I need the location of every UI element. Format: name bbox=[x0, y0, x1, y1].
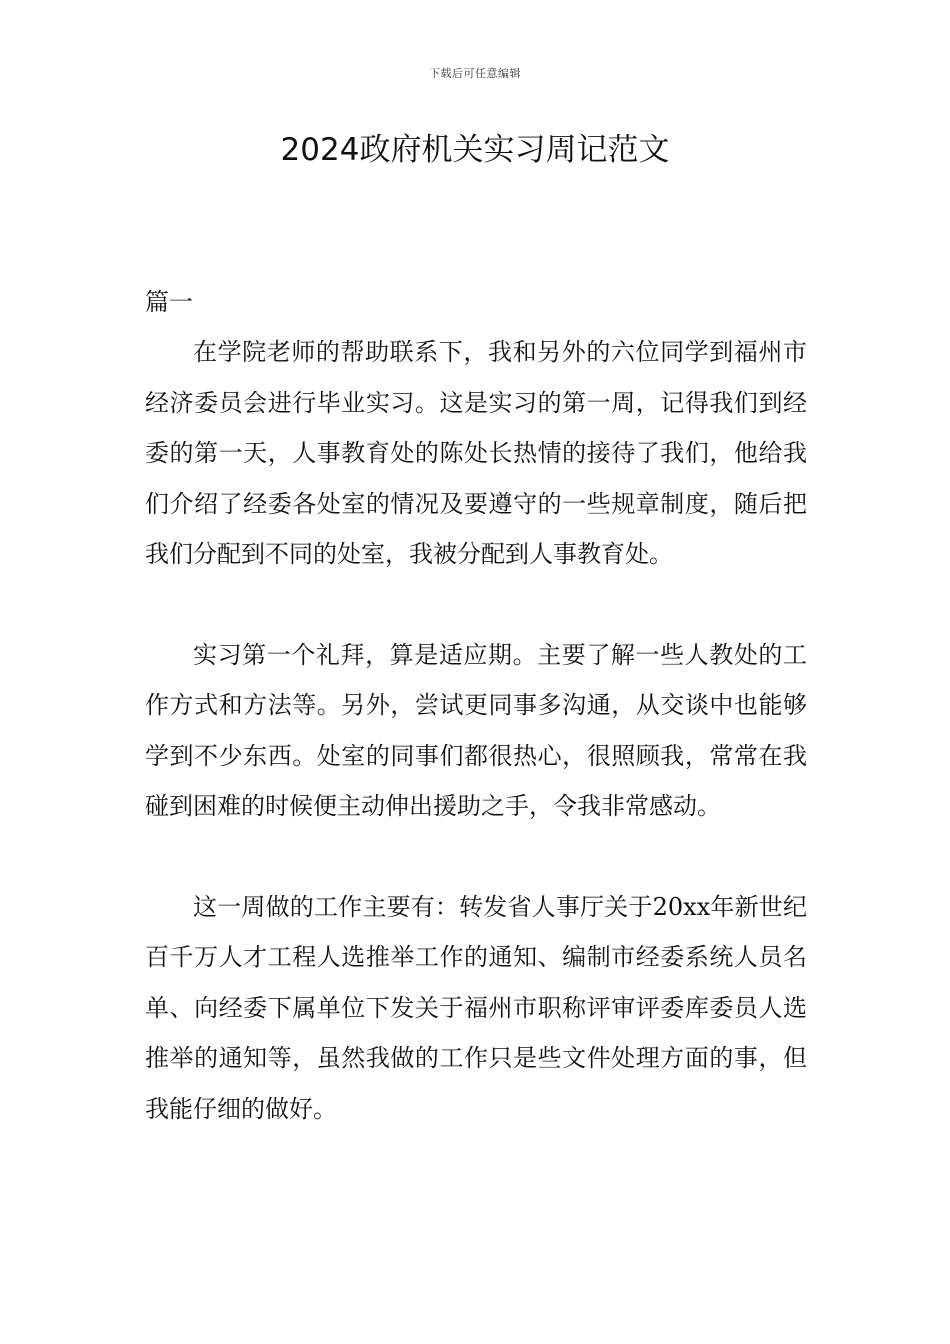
paragraph-3: 这一周做的工作主要有：转发省人事厅关于20xx年新世纪百千万人才工程人选推举工作的通知、编制市经委系统人员名单、向经委下属单位下发关于福州市职称评审评委库委员人选推举的通知等，虽然我做的工作只是些文件处理方面的事，但我能仔细的做好。 bbox=[145, 892, 807, 1123]
paragraph-1: 在学院老师的帮助联系下，我和另外的六位同学到福州市经济委员会进行毕业实习。这是实习的第一周，记得我们到经委的第一天，人事教育处的陈处长热情的接待了我们，他给我们介绍了经委各处室的情况及要遵守的一些规章制度，随后把我们分配到不同的处室，我被分配到人事教育处。 bbox=[145, 338, 807, 568]
paragraph-2: 实习第一个礼拜，算是适应期。主要了解一些人教处的工作方式和方法等。另外，尝试更同事多沟通，从交谈中也能够学到不少东西。处室的同事们都很热心，很照顾我，常常在我碰到困难的时候便主动伸出援助之手，令我非常感动。 bbox=[145, 640, 807, 820]
page-header-note: 下载后可任意编辑 bbox=[429, 67, 521, 80]
section-label: 篇一 bbox=[145, 288, 193, 316]
document-title: 2024政府机关实习周记范文 bbox=[280, 132, 670, 168]
document-body bbox=[145, 277, 807, 1134]
